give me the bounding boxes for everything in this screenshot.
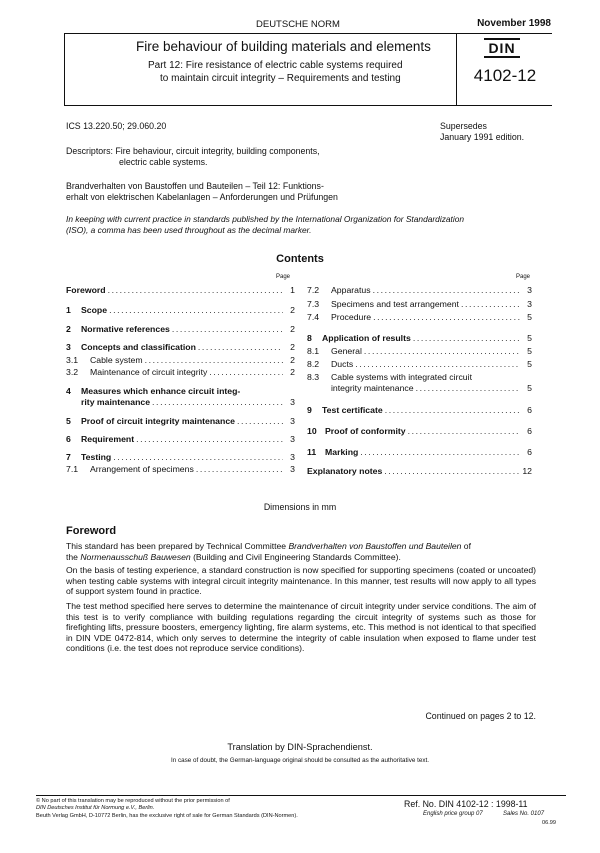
- toc-entry-testing[interactable]: [66, 452, 295, 463]
- toc-label: Marking: [325, 447, 359, 457]
- toc-number: 2: [66, 324, 71, 334]
- toc-page: 3: [290, 416, 295, 426]
- toc-page: 6: [527, 447, 532, 457]
- document-subtitle-line1: Part 12: Fire resistance of electric cable systems required: [148, 60, 403, 71]
- norm-label: DEUTSCHE NORM: [256, 19, 340, 30]
- document-subtitle-line2: to maintain circuit integrity – Requirements and testing: [160, 73, 401, 84]
- toc-number: 11: [307, 447, 317, 457]
- toc-number: 8.3: [307, 372, 320, 382]
- toc-label: Testing: [81, 452, 112, 462]
- toc-leader: [237, 416, 283, 427]
- toc-entry-application[interactable]: [307, 333, 532, 344]
- toc-number: 3: [66, 342, 71, 352]
- toc-label: Maintenance of circuit integrity: [90, 367, 208, 377]
- toc-entry-cable-systems[interactable]: [331, 383, 532, 394]
- toc-entry-test-certificate[interactable]: [307, 405, 532, 416]
- toc-label: Arrangement of specimens: [90, 464, 194, 474]
- toc-label: General: [331, 346, 362, 356]
- toc-page: 3: [290, 434, 295, 444]
- toc-label: Specimens and test arrangement: [331, 299, 459, 309]
- descriptors-line2: electric cable systems.: [119, 157, 208, 167]
- footer-rule: [36, 795, 566, 796]
- toc-page: 1: [290, 285, 295, 295]
- descriptors-line1: Descriptors: Fire behaviour, circuit integrity, building components,: [66, 146, 320, 156]
- toc-leader: [355, 359, 520, 370]
- copyright-line2: DIN Deutsches Institut für Normung e.V., Berlin.: [36, 805, 155, 811]
- header-top-rule: [64, 33, 552, 34]
- toc-leader: [172, 324, 283, 335]
- toc-entry-foreword[interactable]: [66, 285, 295, 296]
- toc-label: Requirement: [81, 434, 135, 444]
- toc-leader: [198, 342, 283, 353]
- contents-heading: Contents: [276, 253, 324, 265]
- toc-entry-general[interactable]: [307, 346, 532, 357]
- toc-number: 7.3: [307, 299, 320, 309]
- toc-entry-scope[interactable]: [66, 305, 295, 316]
- toc-entry-circuit-integrity[interactable]: [66, 367, 295, 378]
- toc-number: 7: [66, 452, 71, 462]
- foreword-paragraph-2: On the basis of testing experience, a standard construction is now specified for supporting specimens (coated or uncoated) when testing cable systems with integral circuit integrity maintenance. In this manner, test results will now apply to all types of support system found in practice.: [66, 565, 536, 597]
- toc-entry-apparatus[interactable]: [307, 285, 532, 296]
- toc-leader: [384, 466, 520, 477]
- toc-page: 2: [290, 342, 295, 352]
- toc-page: 5: [527, 359, 532, 369]
- toc-number: 7.1: [66, 464, 79, 474]
- toc-page: 3: [527, 299, 532, 309]
- header-bottom-rule: [64, 105, 552, 106]
- toc-leader: [145, 355, 283, 366]
- toc-page: 2: [290, 355, 295, 365]
- toc-leader: [152, 397, 283, 408]
- supersedes-edition: January 1991 edition.: [440, 132, 525, 142]
- toc-number: 3.1: [66, 355, 79, 365]
- toc-label: Cable systems with integrated circuit: [331, 372, 472, 382]
- issue-date: November 1998: [477, 18, 551, 29]
- toc-label: rity maintenance: [81, 397, 151, 407]
- toc-number: 7.4: [307, 312, 320, 322]
- toc-label: Scope: [81, 305, 108, 315]
- toc-page: 12: [522, 466, 532, 476]
- toc-leader: [136, 434, 283, 445]
- iso-note-line1: In keeping with current practice in standards published by the International Organization for Standardization: [66, 214, 465, 224]
- toc-entry-normative-references[interactable]: [66, 324, 295, 335]
- toc-page: 6: [527, 426, 532, 436]
- toc-leader: [385, 405, 520, 416]
- header-left-border: [64, 33, 65, 105]
- toc-page: 2: [290, 367, 295, 377]
- toc-page: 2: [290, 305, 295, 315]
- toc-leader: [209, 367, 283, 378]
- toc-page: 2: [290, 324, 295, 334]
- toc-page: 3: [290, 464, 295, 474]
- page-column-label-left: Page: [276, 274, 291, 280]
- toc-page: 5: [527, 333, 532, 343]
- iso-note-line2: (ISO), a comma has been used throughout as the decimal marker.: [66, 225, 312, 235]
- dimensions-note: Dimensions in mm: [263, 502, 337, 512]
- toc-leader: [108, 285, 283, 296]
- toc-entry-ducts[interactable]: [307, 359, 532, 370]
- toc-label: Proof of circuit integrity maintenance: [81, 416, 235, 426]
- toc-number: 8.1: [307, 346, 320, 356]
- din-logo: [484, 38, 520, 58]
- toc-leader: [413, 333, 520, 344]
- date-code: 06.99: [542, 820, 556, 826]
- toc-entry-specimens[interactable]: [307, 299, 532, 310]
- foreword-heading: Foreword: [66, 525, 117, 537]
- toc-leader: [109, 305, 283, 316]
- toc-leader: [373, 285, 520, 296]
- toc-label: Procedure: [331, 312, 372, 322]
- toc-page: 6: [527, 405, 532, 415]
- translation-note: Translation by DIN-Sprachendienst.: [227, 742, 373, 752]
- toc-leader: [364, 346, 520, 357]
- toc-page: 5: [527, 383, 532, 393]
- german-title-line2: erhalt von elektrischen Kabelanlagen – Anforderungen und Prüfungen: [66, 192, 338, 202]
- toc-number: 7.2: [307, 285, 320, 295]
- toc-label: Foreword: [66, 285, 106, 295]
- toc-number: 8: [307, 333, 312, 343]
- page-column-label-right: Page: [516, 274, 531, 280]
- toc-entry-measures[interactable]: [81, 397, 295, 408]
- toc-leader: [461, 299, 520, 310]
- toc-entry-explanatory-notes[interactable]: [307, 466, 532, 477]
- toc-number: 9: [307, 405, 312, 415]
- sales-number: Sales No. 0107: [503, 811, 545, 817]
- supersedes-label: Supersedes: [440, 121, 487, 131]
- authoritative-text-note: In case of doubt, the German-language original should be consulted as the authoritative text.: [171, 757, 429, 764]
- header-divider: [456, 33, 457, 105]
- toc-number: 5: [66, 416, 71, 426]
- toc-entry-measures-line1: [66, 386, 240, 397]
- copyright-line1: © No part of this translation may be reproduced without the prior permission of: [36, 798, 230, 804]
- toc-page: 5: [527, 312, 532, 322]
- toc-leader: [196, 464, 283, 475]
- ics-codes: ICS 13.220.50; 29.060.20: [66, 121, 167, 131]
- toc-label: Apparatus: [331, 285, 371, 295]
- document-title: Fire behaviour of building materials and elements: [136, 39, 431, 54]
- toc-leader: [416, 383, 520, 394]
- toc-label: integrity maintenance: [331, 383, 414, 393]
- toc-label: Normative references: [81, 324, 170, 334]
- toc-label: Cable system: [90, 355, 143, 365]
- toc-leader: [408, 426, 520, 437]
- foreword-paragraph-3: The test method specified here serves to determine the maintenance of circuit integrity under service conditions. The aim of this test is to verify compliance with building regulations regarding the circuit integrity of systems such as those for firefighting lifts, pressure boosters, emergency lighting, fire alarm systems, etc. This method is not identical to that specified in DIN VDE 0472-814, which only serves to determine the integrity of cable insulation when exposed to flame under test conditions (i.e. the test does not reproduce service conditions).: [66, 601, 536, 654]
- toc-label: Proof of conformity: [325, 426, 406, 436]
- toc-entry-arrangement[interactable]: [66, 464, 295, 475]
- toc-entry-proof-conformity[interactable]: [307, 426, 532, 437]
- toc-entry-concepts[interactable]: [66, 342, 295, 353]
- toc-number: 1: [66, 305, 71, 315]
- toc-entry-cable-system[interactable]: [66, 355, 295, 366]
- toc-label: Concepts and classification: [81, 342, 196, 352]
- reference-number: Ref. No. DIN 4102-12 : 1998-11: [404, 799, 528, 809]
- german-title-line1: Brandverhalten von Baustoffen und Bauteilen – Teil 12: Funktions-: [66, 181, 324, 191]
- continued-note: Continued on pages 2 to 12.: [425, 711, 536, 721]
- din-logo-text: DIN: [488, 40, 516, 56]
- toc-label: Measures which enhance circuit integ-: [81, 386, 241, 396]
- toc-page: 3: [290, 452, 295, 462]
- toc-label: Application of results: [322, 333, 411, 343]
- toc-page: 5: [527, 346, 532, 356]
- toc-entry-marking[interactable]: [307, 447, 532, 458]
- toc-leader: [373, 312, 520, 323]
- toc-leader: [360, 447, 520, 458]
- copyright-line3: Beuth Verlag GmbH, D-10772 Berlin, has the exclusive right of sale for German Standards (DIN-Normen).: [36, 813, 298, 819]
- toc-entry-cable-systems-line1: [307, 372, 472, 383]
- price-group: English price group 07: [423, 811, 483, 817]
- toc-label: Test certificate: [322, 405, 383, 415]
- toc-page: 3: [527, 285, 532, 295]
- toc-entry-proof-integrity[interactable]: [66, 416, 295, 427]
- toc-label: Ducts: [331, 359, 354, 369]
- toc-number: 3.2: [66, 367, 79, 377]
- din-number: 4102-12: [473, 66, 537, 85]
- toc-number: 10: [307, 426, 317, 436]
- toc-number: 8.2: [307, 359, 320, 369]
- toc-label: Explanatory notes: [307, 466, 383, 476]
- toc-entry-requirement[interactable]: [66, 434, 295, 445]
- toc-number: 6: [66, 434, 71, 444]
- toc-number: 4: [66, 386, 71, 396]
- toc-page: 3: [290, 397, 295, 407]
- toc-leader: [113, 452, 283, 463]
- toc-entry-procedure[interactable]: [307, 312, 532, 323]
- foreword-paragraph-1: This standard has been prepared by Technical Committee Brandverhalten von Baustoffen und Bauteilen of the Normenausschuß Bauwesen (Building and Civil Engineering Standards Committee).: [66, 541, 471, 562]
